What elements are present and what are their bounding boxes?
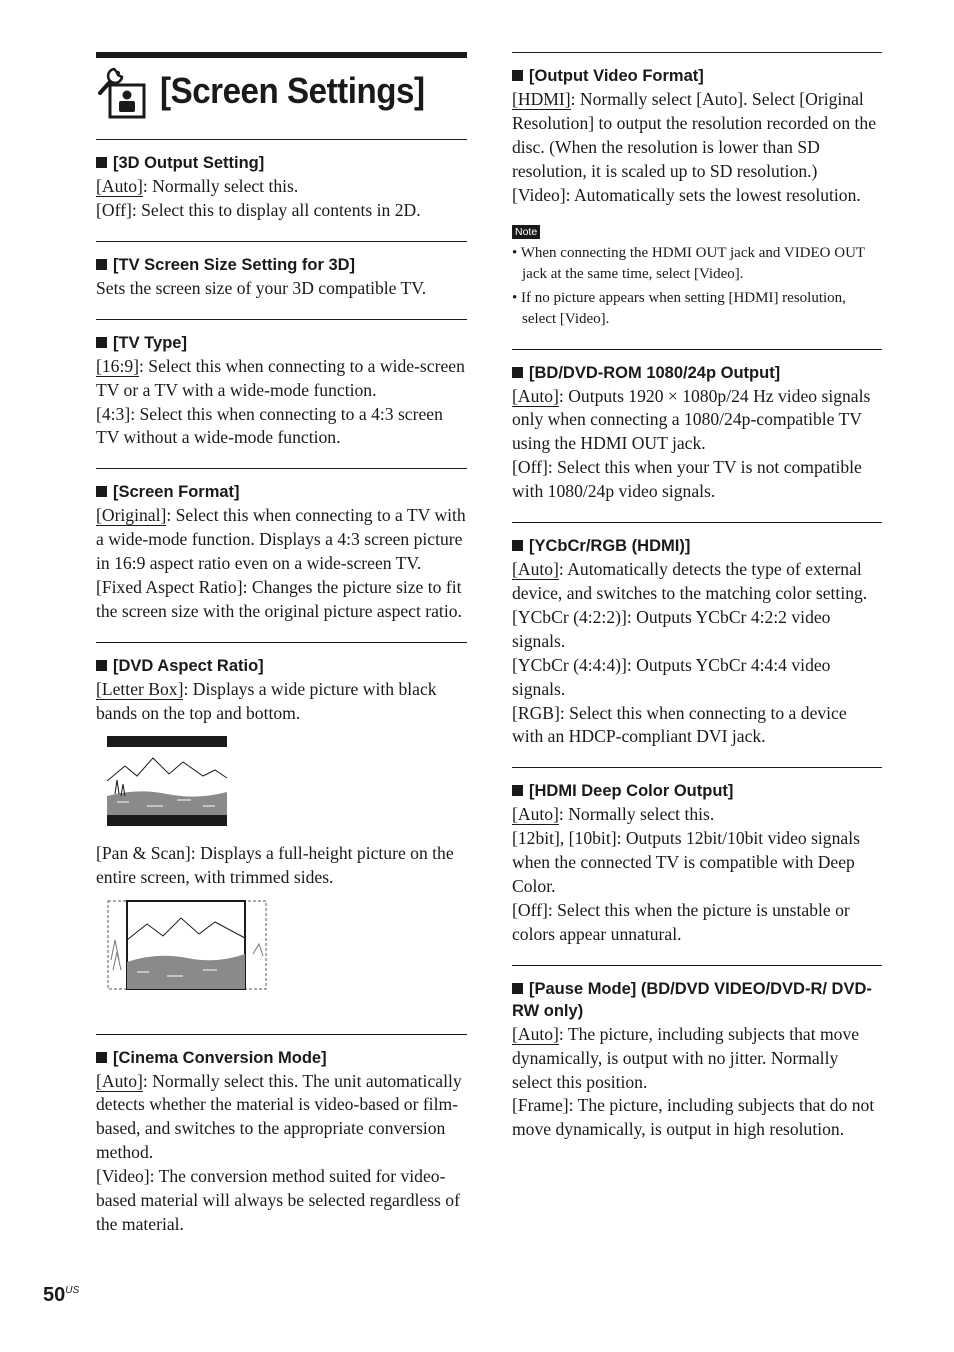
option-line: [4:3]: Select this when connecting to a 4:3 screen TV without a wide-mode function. xyxy=(96,403,443,448)
section-heading: [3D Output Setting] xyxy=(113,154,265,172)
option-line: [Original]: Select this when connecting to a TV with a wide-mode function. Displays a 4:3 screen picture in 16:9 aspect ratio even on a wide-screen TV. xyxy=(96,505,466,574)
option-line: [Video]: Automatically sets the lowest resolution. xyxy=(512,184,861,205)
section-output-video-format xyxy=(512,52,882,222)
section-tv-type xyxy=(96,319,467,469)
option-line: [HDMI]: Normally select [Auto]. Select [Original Resolution] to output the resolution recorded on the disc. (When the resolution is lower than SD resolution, it is scaled up to SD resolution.) xyxy=(512,89,877,181)
default-option: [Auto] xyxy=(512,385,559,406)
bullet-square-icon xyxy=(512,983,523,994)
option-line: [Off]: Select this when your TV is not compatible with 1080/24p video signals. xyxy=(512,457,862,502)
note-list xyxy=(512,243,882,331)
section-heading: [Screen Format] xyxy=(113,483,240,502)
option-line: [12bit], [10bit]: Outputs 12bit/10bit video signals when the connected TV is compatible with Deep Color. xyxy=(512,828,860,897)
letterbox-illustration xyxy=(107,736,229,828)
option-line: [Auto]: The picture, including subjects that move dynamically, is output with no jitter. Normally select this position. xyxy=(512,1023,860,1092)
note-item: • If no picture appears when setting [HDMI] resolution, select [Video]. xyxy=(512,289,846,328)
pan-and-scan-illustration xyxy=(107,900,269,994)
default-option: [Letter Box] xyxy=(96,678,184,699)
section-heading: [DVD Aspect Ratio] xyxy=(113,656,264,675)
section-hdmi-deep-color xyxy=(512,767,882,964)
description: Sets the screen size of your 3D compatible TV. xyxy=(96,277,427,298)
note-block xyxy=(512,222,882,349)
option-line: [Letter Box]: Displays a wide picture with black bands on the top and bottom. xyxy=(96,678,437,723)
section-heading: [Cinema Conversion Mode] xyxy=(113,1048,327,1067)
section-heading: [BD/DVD-ROM 1080/24p Output] xyxy=(529,363,781,382)
bullet-square-icon xyxy=(96,259,107,270)
option-line: [Frame]: The picture, including subjects that do not move dynamically, is output in high resolution. xyxy=(512,1095,875,1140)
bullet-square-icon xyxy=(512,367,523,378)
bullet-square-icon xyxy=(512,785,523,796)
section-3d-output-setting xyxy=(96,139,467,241)
page-title: [Screen Settings] xyxy=(160,70,425,111)
option-line: [Video]: The conversion method suited for video-based material will always be selected regardless of the material. xyxy=(96,1166,460,1234)
option-line: [RGB]: Select this when connecting to a device with an HDCP-compliant DVI jack. xyxy=(512,702,847,747)
option-line: [Auto]: Normally select this. xyxy=(96,176,299,196)
option-line: [Auto]: Normally select this. The unit automatically detects whether the material is video-based or film-based, and switches to the appropriate conversion method. xyxy=(96,1070,462,1163)
bullet-square-icon xyxy=(96,486,107,497)
default-option: [Auto] xyxy=(512,559,559,580)
option-line: [YCbCr (4:4:4)]: Outputs YCbCr 4:4:4 video signals. xyxy=(512,654,831,699)
section-1080-24p-output xyxy=(512,349,882,523)
bullet-square-icon xyxy=(96,157,107,168)
left-column xyxy=(96,52,467,1255)
region-suffix: US xyxy=(65,1285,80,1296)
option-line: [Fixed Aspect Ratio]: Changes the picture size to fit the screen size with the original picture aspect ratio. xyxy=(96,577,462,621)
default-option: [HDMI] xyxy=(512,89,571,109)
default-option: [Original] xyxy=(96,505,167,526)
default-option: [16:9] xyxy=(96,355,139,376)
note-item: • When connecting the HDMI OUT jack and VIDEO OUT jack at the same time, select [Video]. xyxy=(512,244,865,283)
bullet-square-icon xyxy=(512,540,523,551)
section-heading: [Output Video Format] xyxy=(529,67,704,85)
bullet-square-icon xyxy=(96,1052,107,1063)
section-heading: [TV Screen Size Setting for 3D] xyxy=(113,255,356,274)
bullet-square-icon xyxy=(96,337,107,348)
section-ycbcr-rgb xyxy=(512,522,882,767)
default-option: [Auto] xyxy=(96,1070,143,1091)
default-option: [Auto] xyxy=(512,1023,559,1044)
section-heading: [YCbCr/RGB (HDMI)] xyxy=(529,537,691,556)
section-heading: [Pause Mode] (BD/DVD VIDEO/DVD-R/ DVD-RW only) xyxy=(512,979,872,1020)
default-option: [Auto] xyxy=(512,804,559,825)
section-heading: [TV Type] xyxy=(113,333,187,352)
settings-tools-icon xyxy=(96,63,148,119)
default-option: [Auto] xyxy=(96,176,143,196)
option-line: [Off]: Select this to display all contents in 2D. xyxy=(96,199,421,220)
page-header xyxy=(96,61,467,121)
section-screen-format xyxy=(96,468,467,642)
option-line: [16:9]: Select this when connecting to a wide-screen TV or a TV with a wide-mode function. xyxy=(96,355,465,400)
bullet-square-icon xyxy=(96,660,107,671)
option-line: [Off]: Select this when the picture is unstable or colors appear unnatural. xyxy=(512,899,850,944)
section-dvd-aspect-ratio xyxy=(96,642,467,1034)
section-pause-mode xyxy=(512,965,882,1161)
option-line: [Pan & Scan]: Displays a full-height picture on the entire screen, with trimmed sides. xyxy=(96,842,454,887)
section-heading: [HDMI Deep Color Output] xyxy=(529,782,734,801)
option-line: [YCbCr (4:2:2)]: Outputs YCbCr 4:2:2 video signals. xyxy=(512,606,831,651)
option-line: [Auto]: Outputs 1920 × 1080p/24 Hz video signals only when connecting a 1080/24p-compatible TV using the HDMI OUT jack. xyxy=(512,385,871,454)
option-line: [Auto]: Normally select this. xyxy=(512,804,715,825)
note-label: Note xyxy=(512,225,540,239)
section-tv-screen-size xyxy=(96,241,467,319)
right-column xyxy=(512,52,882,1160)
page-number: $50^{US}$ xyxy=(43,1284,80,1306)
bullet-square-icon xyxy=(512,70,523,81)
option-line: [Auto]: Automatically detects the type of external device, and switches to the matching color setting. xyxy=(512,559,868,603)
title-rule xyxy=(96,52,467,58)
section-cinema-conversion-mode xyxy=(96,1034,467,1255)
